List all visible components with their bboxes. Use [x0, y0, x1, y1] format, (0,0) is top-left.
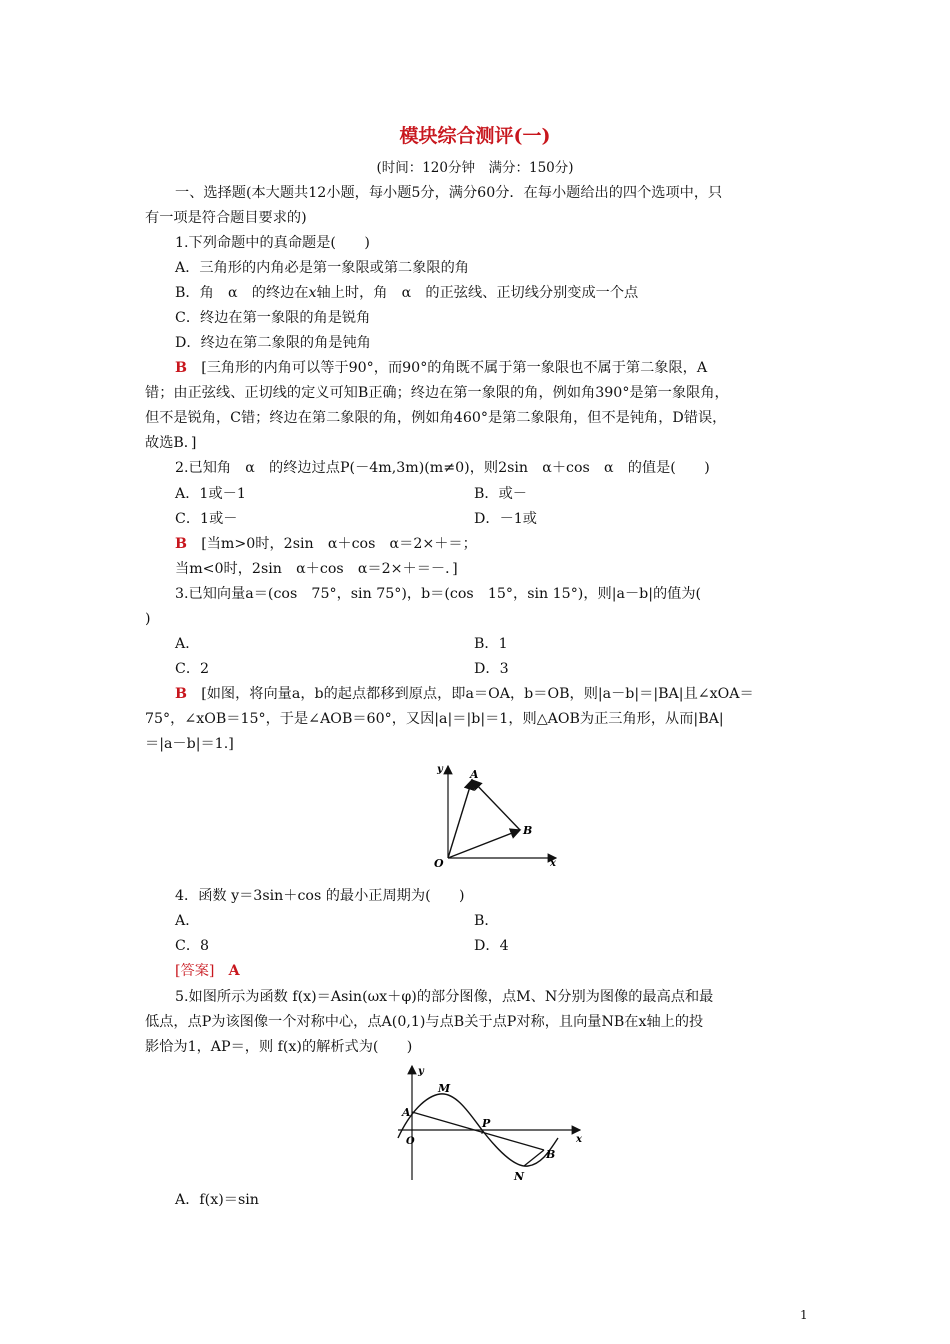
- point-n-label: N: [514, 1170, 525, 1183]
- x-axis-label: x: [576, 1134, 582, 1145]
- q1-answer: B: [175, 360, 187, 376]
- x-axis-label: x: [550, 858, 556, 869]
- point-m-label: M: [438, 1082, 451, 1095]
- sine-graph-diagram: [396, 1060, 586, 1185]
- point-o-label: O: [406, 1136, 415, 1147]
- q1-option-d: D．终边在第二象限的角是钝角: [175, 335, 371, 351]
- section-heading-line1: 一、选择题(本大题共12小题，每小题5分，满分60分．在每小题给出的四个选项中，只: [175, 185, 723, 201]
- page-number: 1: [800, 1308, 808, 1322]
- q3-option-b: B．1: [474, 636, 508, 652]
- q2-option-d: D．－1或: [474, 511, 537, 527]
- segment-ab: [412, 1112, 544, 1150]
- q4-answer-tag: [答案]: [175, 963, 215, 979]
- vector-ba: [472, 780, 520, 830]
- q1-explanation-line1: B [三角形的内角可以等于90°，而90°的角既不属于第一象限也不属于第二象限，A: [175, 360, 708, 376]
- y-axis-label: y: [437, 764, 443, 775]
- q1-option-b: B．角 α 的终边在x轴上时，角 α 的正弦线、正切线分别变成一个点: [175, 285, 639, 301]
- q2-answer: B: [175, 536, 187, 552]
- q3-explanation-line1: B [如图，将向量a，b的起点都移到原点，即a＝OA，b＝OB，则|a－b|＝|BA|且∠xOA＝: [175, 686, 754, 702]
- q5-stem-line2: 低点，点P为该图像一个对称中心，点A(0,1)与点B关于点P对称，且向量NB在x轴上的投: [145, 1014, 704, 1030]
- q3-explanation-line3: ＝|a－b|＝1.]: [145, 736, 234, 752]
- q2-explanation-line2: 当m<0时，2sin α＋cos α＝2×＋＝－．]: [175, 561, 458, 577]
- q4-answer: A: [228, 963, 240, 979]
- q1-explanation-line2: 错；由正弦线、正切线的定义可知B正确；终边在第一象限的角，例如角390°是第一象限角，: [145, 385, 729, 401]
- q5-stem-line3: 影恰为1，AP＝，则 f(x)的解析式为( ): [145, 1039, 413, 1055]
- q2-option-b: B．或－: [474, 486, 527, 502]
- q3-answer: B: [175, 686, 187, 702]
- q2-option-c: C．1或－: [175, 511, 238, 527]
- q3-explanation-line2: 75°，∠xOB＝15°，于是∠AOB＝60°，又因|a|＝|b|＝1，则△AOB为正三角形，从而|BA|: [145, 711, 724, 727]
- q4-stem: 4．函数 y＝3sin＋cos 的最小正周期为( ): [175, 888, 465, 904]
- q2-explanation-line1: B [当m>0时，2sin α＋cos α＝2×＋＝；: [175, 536, 477, 552]
- q4-answer-line: [175, 961, 240, 981]
- q4-option-c: C．8: [175, 938, 210, 954]
- q5-option-a: A．f(x)＝sin: [175, 1192, 259, 1208]
- point-a-label: A: [402, 1106, 411, 1119]
- q3-option-c: C．2: [175, 661, 210, 677]
- vector-ob: [448, 830, 520, 858]
- vector-oa: [448, 780, 472, 858]
- y-axis-label: y: [418, 1066, 424, 1077]
- q4-option-b: B．: [474, 913, 499, 929]
- q3-option-d: D．3: [474, 661, 509, 677]
- q1-stem: 1.下列命题中的真命题是( ): [175, 235, 370, 251]
- point-b-label: B: [523, 824, 533, 837]
- q2-stem: 2.已知角 α 的终边过点P(－4m,3m)(m≠0)，则2sin α＋cos α 的值是( ): [175, 460, 710, 476]
- section-heading-line2: 有一项是符合题目要求的): [145, 210, 307, 226]
- q3-stem-line2: ): [145, 611, 151, 627]
- q3-stem-line1: 3.已知向量a＝(cos 75°，sin 75°)，b＝(cos 15°，sin 15°)，则|a－b|的值为(: [175, 586, 702, 602]
- point-a-label: A: [470, 768, 479, 781]
- q1-option-c: C．终边在第一象限的角是锐角: [175, 310, 371, 326]
- q1-explanation-line4: 故选B．]: [145, 435, 197, 451]
- page-subtitle: (时间：120分钟 满分：150分): [376, 160, 574, 176]
- page-title: 模块综合测评(一): [399, 125, 551, 147]
- vector-diagram: [428, 758, 563, 870]
- q1-explanation-line3: 但不是锐角，C错；终边在第二象限的角，例如角460°是第二象限角，但不是钝角，D错误，: [145, 410, 727, 426]
- q4-option-a: A．: [175, 913, 200, 929]
- q1-option-a: A．三角形的内角必是第一象限或第二象限的角: [175, 260, 469, 276]
- q2-option-a: A．1或－1: [175, 486, 246, 502]
- point-p-label: P: [482, 1117, 491, 1130]
- q4-option-d: D．4: [474, 938, 509, 954]
- q3-option-a: A．: [175, 636, 200, 652]
- point-b-label: B: [546, 1148, 556, 1161]
- q5-stem-line1: 5.如图所示为函数 f(x)＝Asin(ωx＋φ)的部分图像，点M、N分别为图像的最高点和最: [175, 989, 714, 1005]
- point-o-label: O: [434, 857, 444, 870]
